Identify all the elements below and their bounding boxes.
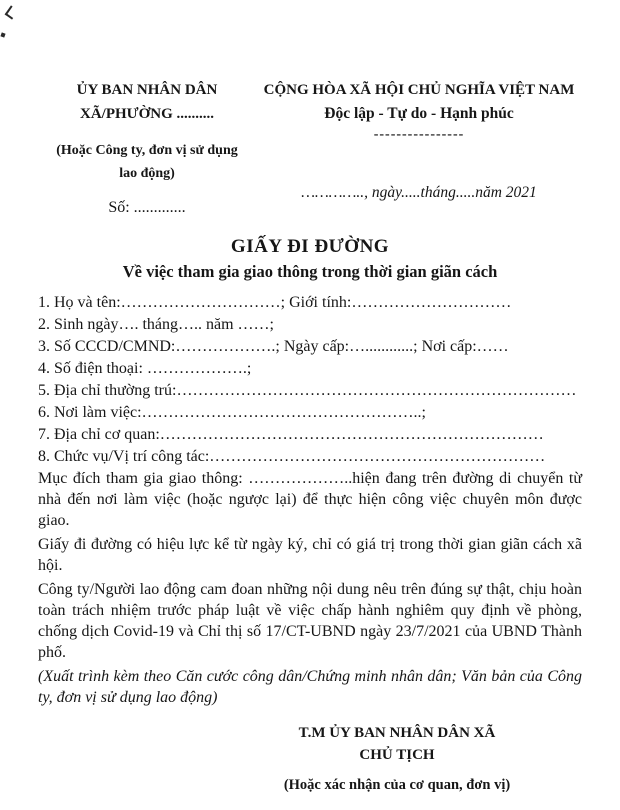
separator-line: ---------------- — [373, 127, 465, 142]
document-number-label: Số: ............. — [108, 199, 186, 216]
issuer-alt-line2: lao động) — [119, 166, 175, 181]
signature-authority: T.M ỦY BAN NHÂN DÂN XÃ — [298, 725, 496, 741]
country-name: CỘNG HÒA XÃ HỘI CHỦ NGHĨA VIỆT NAM — [263, 82, 575, 98]
issuer-alternative-block — [38, 139, 256, 185]
field-job-title: 8. Chức vụ/Vị trí công tác:……………………………………………………… — [38, 448, 546, 465]
signature-block — [247, 722, 547, 795]
body-paragraphs — [38, 468, 582, 663]
attachment-note: (Xuất trình kèm theo Căn cước công dân/Chứng minh nhân dân; Văn bản của Công ty, đơn vị sử dụng lao động) — [38, 668, 582, 706]
field-full-name: 1. Họ và tên:…………………………; Giới tính:………………………… — [38, 294, 512, 311]
scan-artifact-mark — [5, 5, 19, 19]
document-header — [38, 78, 582, 220]
field-permanent-address: 5. Địa chỉ thường trú:………………………………………………………………… — [38, 382, 577, 399]
issuer-alt-line1: (Hoặc Công ty, đơn vị sử dụng — [56, 143, 238, 158]
title-block — [38, 234, 582, 284]
signature-title: CHỦ TỊCH — [359, 747, 435, 763]
scan-artifact-mark — [0, 32, 5, 37]
issuer-block — [38, 78, 256, 220]
issuer-name-line2: XÃ/PHƯỜNG .......... — [79, 106, 215, 122]
field-phone-number: 4. Số điện thoại: ……………….; — [38, 360, 252, 377]
form-fields — [38, 292, 582, 468]
paragraph-validity: Giấy đi đường có hiệu lực kể từ ngày ký, chỉ có giá trị trong thời gian giãn cách xã hội. — [38, 536, 582, 574]
document-title: GIẤY ĐI ĐƯỜNG — [230, 236, 390, 257]
field-birth-date: 2. Sinh ngày…. tháng….. năm ……; — [38, 316, 274, 333]
paragraph-travel-purpose: Mục đích tham gia giao thông: ………………..hiện đang trên đường di chuyển từ nhà đến nơi làm việc (hoặc ngược lại) để thực hiện công việc chuyên môn được giao. — [38, 470, 582, 529]
field-id-number: 3. Số CCCD/CMND:……………….; Ngày cấp:…............; Nơi cấp:…… — [38, 338, 509, 355]
paragraph-commitment: Công ty/Người lao động cam đoan những nội dung nêu trên đúng sự thật, chịu hoàn toàn trách nhiệm trước pháp luật về việc chấp hành nghiêm quy định về phòng, chống dịch Covid-19 và Chỉ thị số 17/CT-UBND ngày 23/7/2021 của UBND Thành phố. — [38, 581, 582, 661]
date-line: ………….., ngày.....tháng.....năm 2021 — [301, 184, 537, 201]
field-office-address: 7. Địa chỉ cơ quan:……………………………………………………………… — [38, 426, 544, 443]
field-workplace: 6. Nơi làm việc:……………………………………………..; — [38, 404, 426, 421]
national-header-block — [256, 78, 582, 220]
signature-alternative-note: (Hoặc xác nhận của cơ quan, đơn vị) — [283, 777, 511, 793]
issuer-name-line1: ỦY BAN NHÂN DÂN — [76, 82, 218, 98]
national-motto: Độc lập - Tự do - Hạnh phúc — [324, 105, 514, 122]
document-subtitle: Về việc tham gia giao thông trong thời gian giãn cách — [122, 262, 498, 281]
